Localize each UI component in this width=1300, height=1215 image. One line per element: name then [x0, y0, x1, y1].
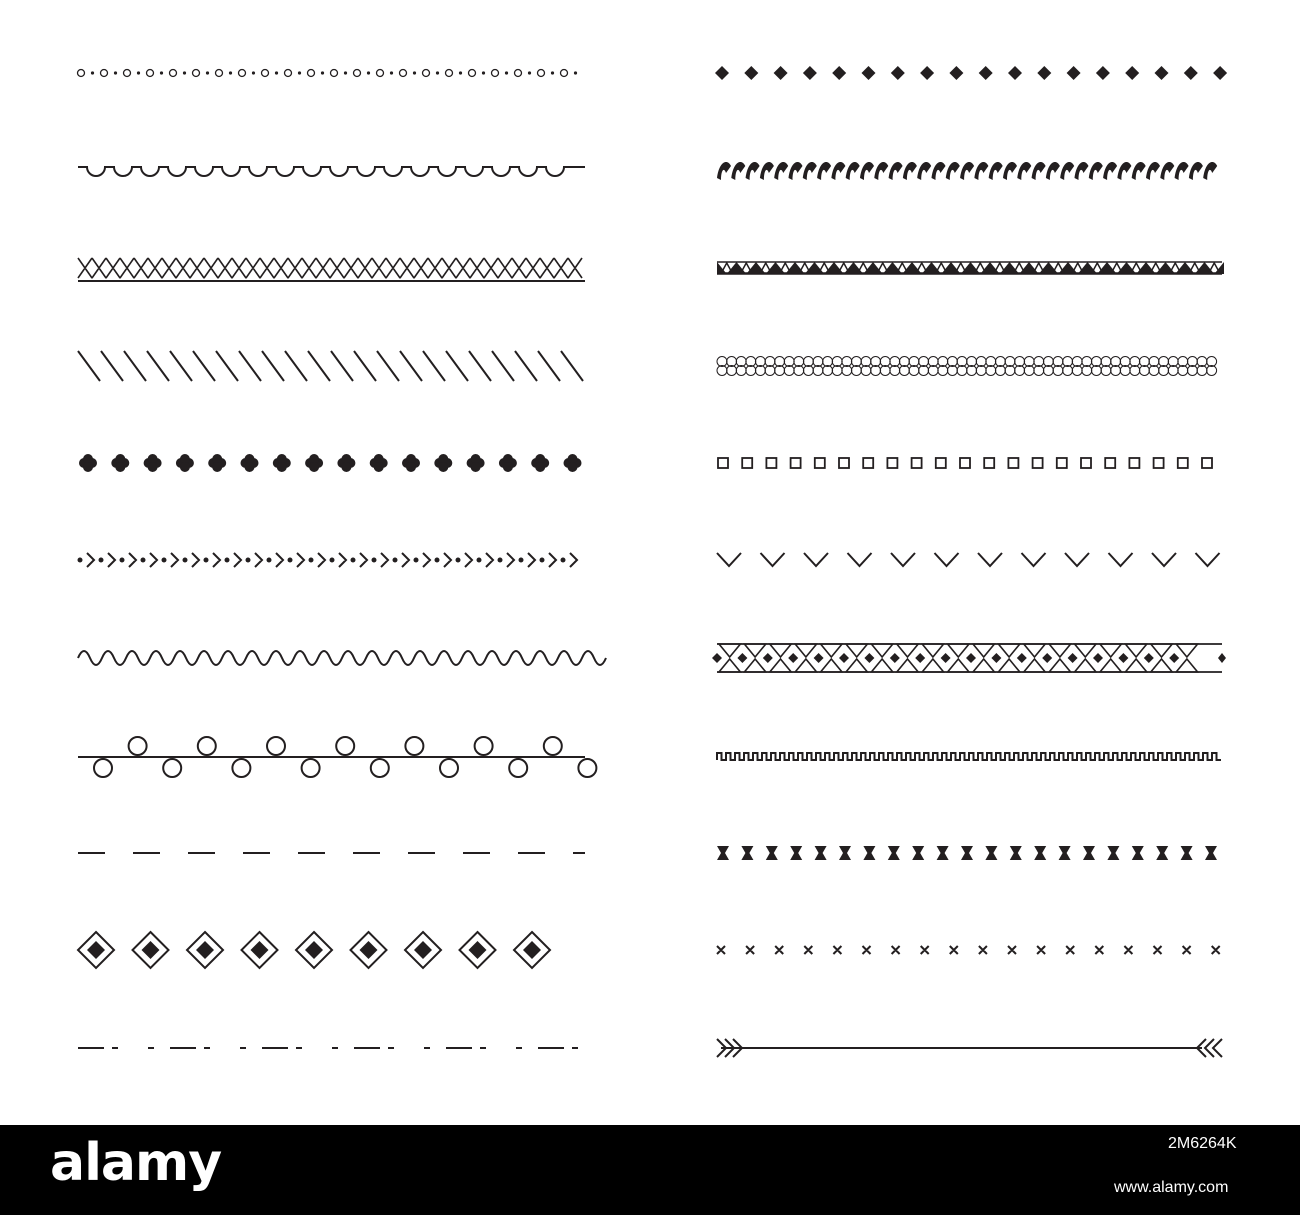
solid-diamond-divider	[715, 66, 1227, 80]
image-id: 2M6264K	[1168, 1135, 1237, 1152]
bead-string-divider	[78, 737, 596, 777]
quatrefoil-dot-divider	[79, 454, 582, 472]
greek-key-divider	[717, 753, 1222, 760]
dotted-circle-divider	[78, 70, 578, 77]
logo-text: alamy	[50, 1133, 222, 1193]
watermark-footer	[0, 1125, 1300, 1215]
alamy-logo	[50, 1133, 221, 1193]
cross-stitch-divider	[78, 258, 585, 281]
bowtie-divider	[717, 846, 1217, 860]
site-url: www.alamy.com	[1114, 1179, 1229, 1196]
chevron-divider	[717, 553, 1220, 566]
circle-chain-divider	[717, 357, 1217, 376]
rope-twist-divider	[717, 162, 1217, 180]
triangle-band-divider	[717, 262, 1224, 274]
scalloped-wave-divider	[78, 167, 585, 176]
square-outline-divider	[718, 458, 1212, 468]
framed-diamond-divider	[78, 932, 550, 968]
arrow-line-divider	[717, 1039, 1222, 1057]
arrow-dot-divider	[78, 553, 578, 567]
wavy-line-divider	[78, 651, 606, 665]
cross-mark-divider	[717, 946, 1220, 954]
hourglass-band-divider	[712, 644, 1226, 672]
diagonal-slash-divider	[78, 351, 583, 381]
